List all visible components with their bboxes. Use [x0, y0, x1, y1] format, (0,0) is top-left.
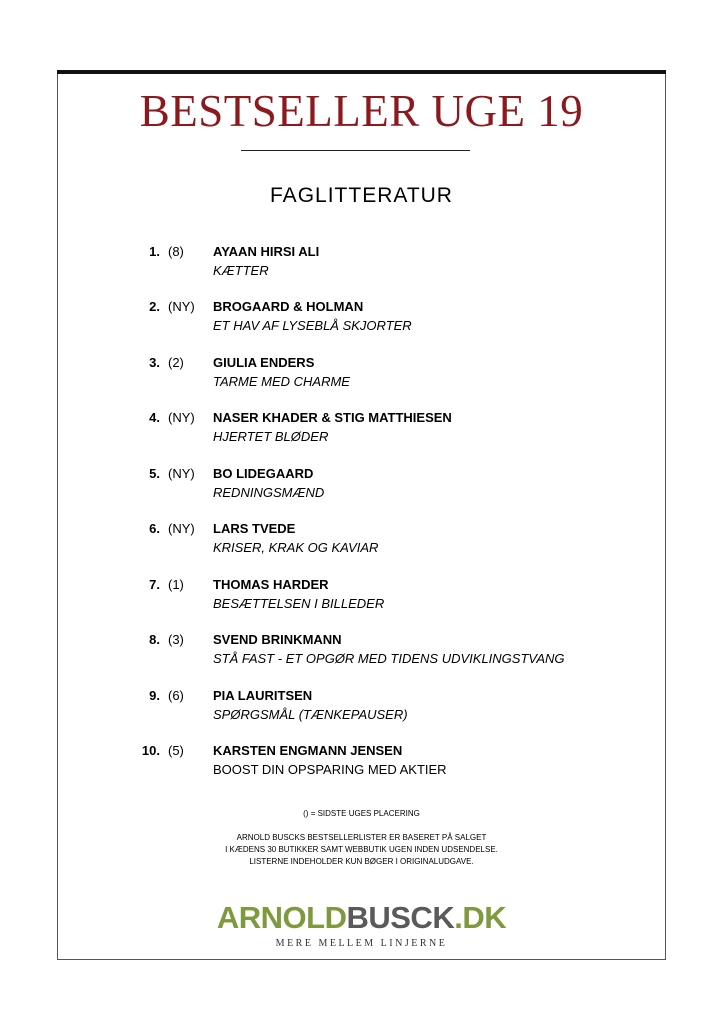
disclaimer-line: I KÆDENS 30 BUTIKKER SAMT WEBBUTIK UGEN INDEN UDSENDELSE. — [225, 845, 498, 854]
previous-rank: (3) — [168, 632, 184, 647]
previous-rank: (NY) — [168, 410, 195, 425]
author: THOMAS HARDER — [213, 577, 329, 592]
logo-part-dk: .DK — [454, 900, 507, 935]
author: GIULIA ENDERS — [213, 355, 315, 370]
rank: 5. — [149, 466, 160, 481]
book-title: BESÆTTELSEN I BILLEDER — [213, 596, 385, 611]
list-item — [0, 742, 723, 786]
book-title: SPØRGSMÅL (TÆNKEPAUSER) — [213, 707, 408, 722]
author: BO LIDEGAARD — [213, 466, 314, 481]
author: AYAAN HIRSI ALI — [213, 244, 320, 259]
author: LARS TVEDE — [213, 521, 296, 536]
section-heading: FAGLITTERATUR — [270, 184, 453, 207]
rank: 6. — [149, 521, 160, 536]
disclaimer-line: LISTERNE INDEHOLDER KUN BØGER I ORIGINALUDGAVE. — [249, 857, 474, 866]
list-item — [0, 298, 723, 342]
book-title: STÅ FAST - ET OPGØR MED TIDENS UDVIKLINGSTVANG — [213, 651, 565, 666]
arnoldbusck-logo — [0, 901, 723, 935]
book-title: REDNINGSMÆND — [213, 485, 325, 500]
author: BROGAARD & HOLMAN — [213, 299, 364, 314]
list-item — [0, 687, 723, 731]
author: SVEND BRINKMANN — [213, 632, 342, 647]
author: NASER KHADER & STIG MATTHIESEN — [213, 410, 452, 425]
book-title: KÆTTER — [213, 263, 269, 278]
top-rule — [57, 70, 666, 74]
rank: 9. — [149, 688, 160, 703]
disclaimer-line: ARNOLD BUSCKS BESTSELLERLISTER ER BASERET PÅ SALGET — [236, 833, 487, 842]
list-item — [0, 576, 723, 620]
rank: 7. — [149, 577, 160, 592]
logo-part-busck: BUSCK — [346, 900, 455, 935]
rank: 3. — [149, 355, 160, 370]
list-item — [0, 465, 723, 509]
list-item — [0, 409, 723, 453]
book-title: ET HAV AF LYSEBLÅ SKJORTER — [213, 318, 412, 333]
logo-tagline: MERE MELLEM LINJERNE — [275, 938, 448, 949]
book-title: BOOST DIN OPSPARING MED AKTIER — [213, 762, 447, 777]
legend-note: () = SIDSTE UGES PLACERING — [303, 809, 420, 818]
previous-rank: (6) — [168, 688, 184, 703]
author: KARSTEN ENGMANN JENSEN — [213, 743, 403, 758]
list-item — [0, 520, 723, 564]
list-item — [0, 631, 723, 675]
list-item — [0, 243, 723, 287]
book-title: HJERTET BLØDER — [213, 429, 329, 444]
previous-rank: (NY) — [168, 521, 195, 536]
previous-rank: (1) — [168, 577, 184, 592]
rank: 8. — [149, 632, 160, 647]
book-title: KRISER, KRAK OG KAVIAR — [213, 540, 379, 555]
previous-rank: (5) — [168, 743, 184, 758]
book-title: TARME MED CHARME — [213, 374, 350, 389]
list-item — [0, 354, 723, 398]
rank: 2. — [149, 299, 160, 314]
previous-rank: (2) — [168, 355, 184, 370]
page-title: BESTSELLER UGE 19 — [139, 86, 584, 136]
title-divider — [241, 150, 470, 151]
author: PIA LAURITSEN — [213, 688, 313, 703]
previous-rank: (NY) — [168, 299, 195, 314]
logo-part-arnold: ARNOLD — [216, 900, 347, 935]
previous-rank: (NY) — [168, 466, 195, 481]
rank: 1. — [149, 244, 160, 259]
rank: 10. — [141, 743, 160, 758]
previous-rank: (8) — [168, 244, 184, 259]
rank: 4. — [149, 410, 160, 425]
